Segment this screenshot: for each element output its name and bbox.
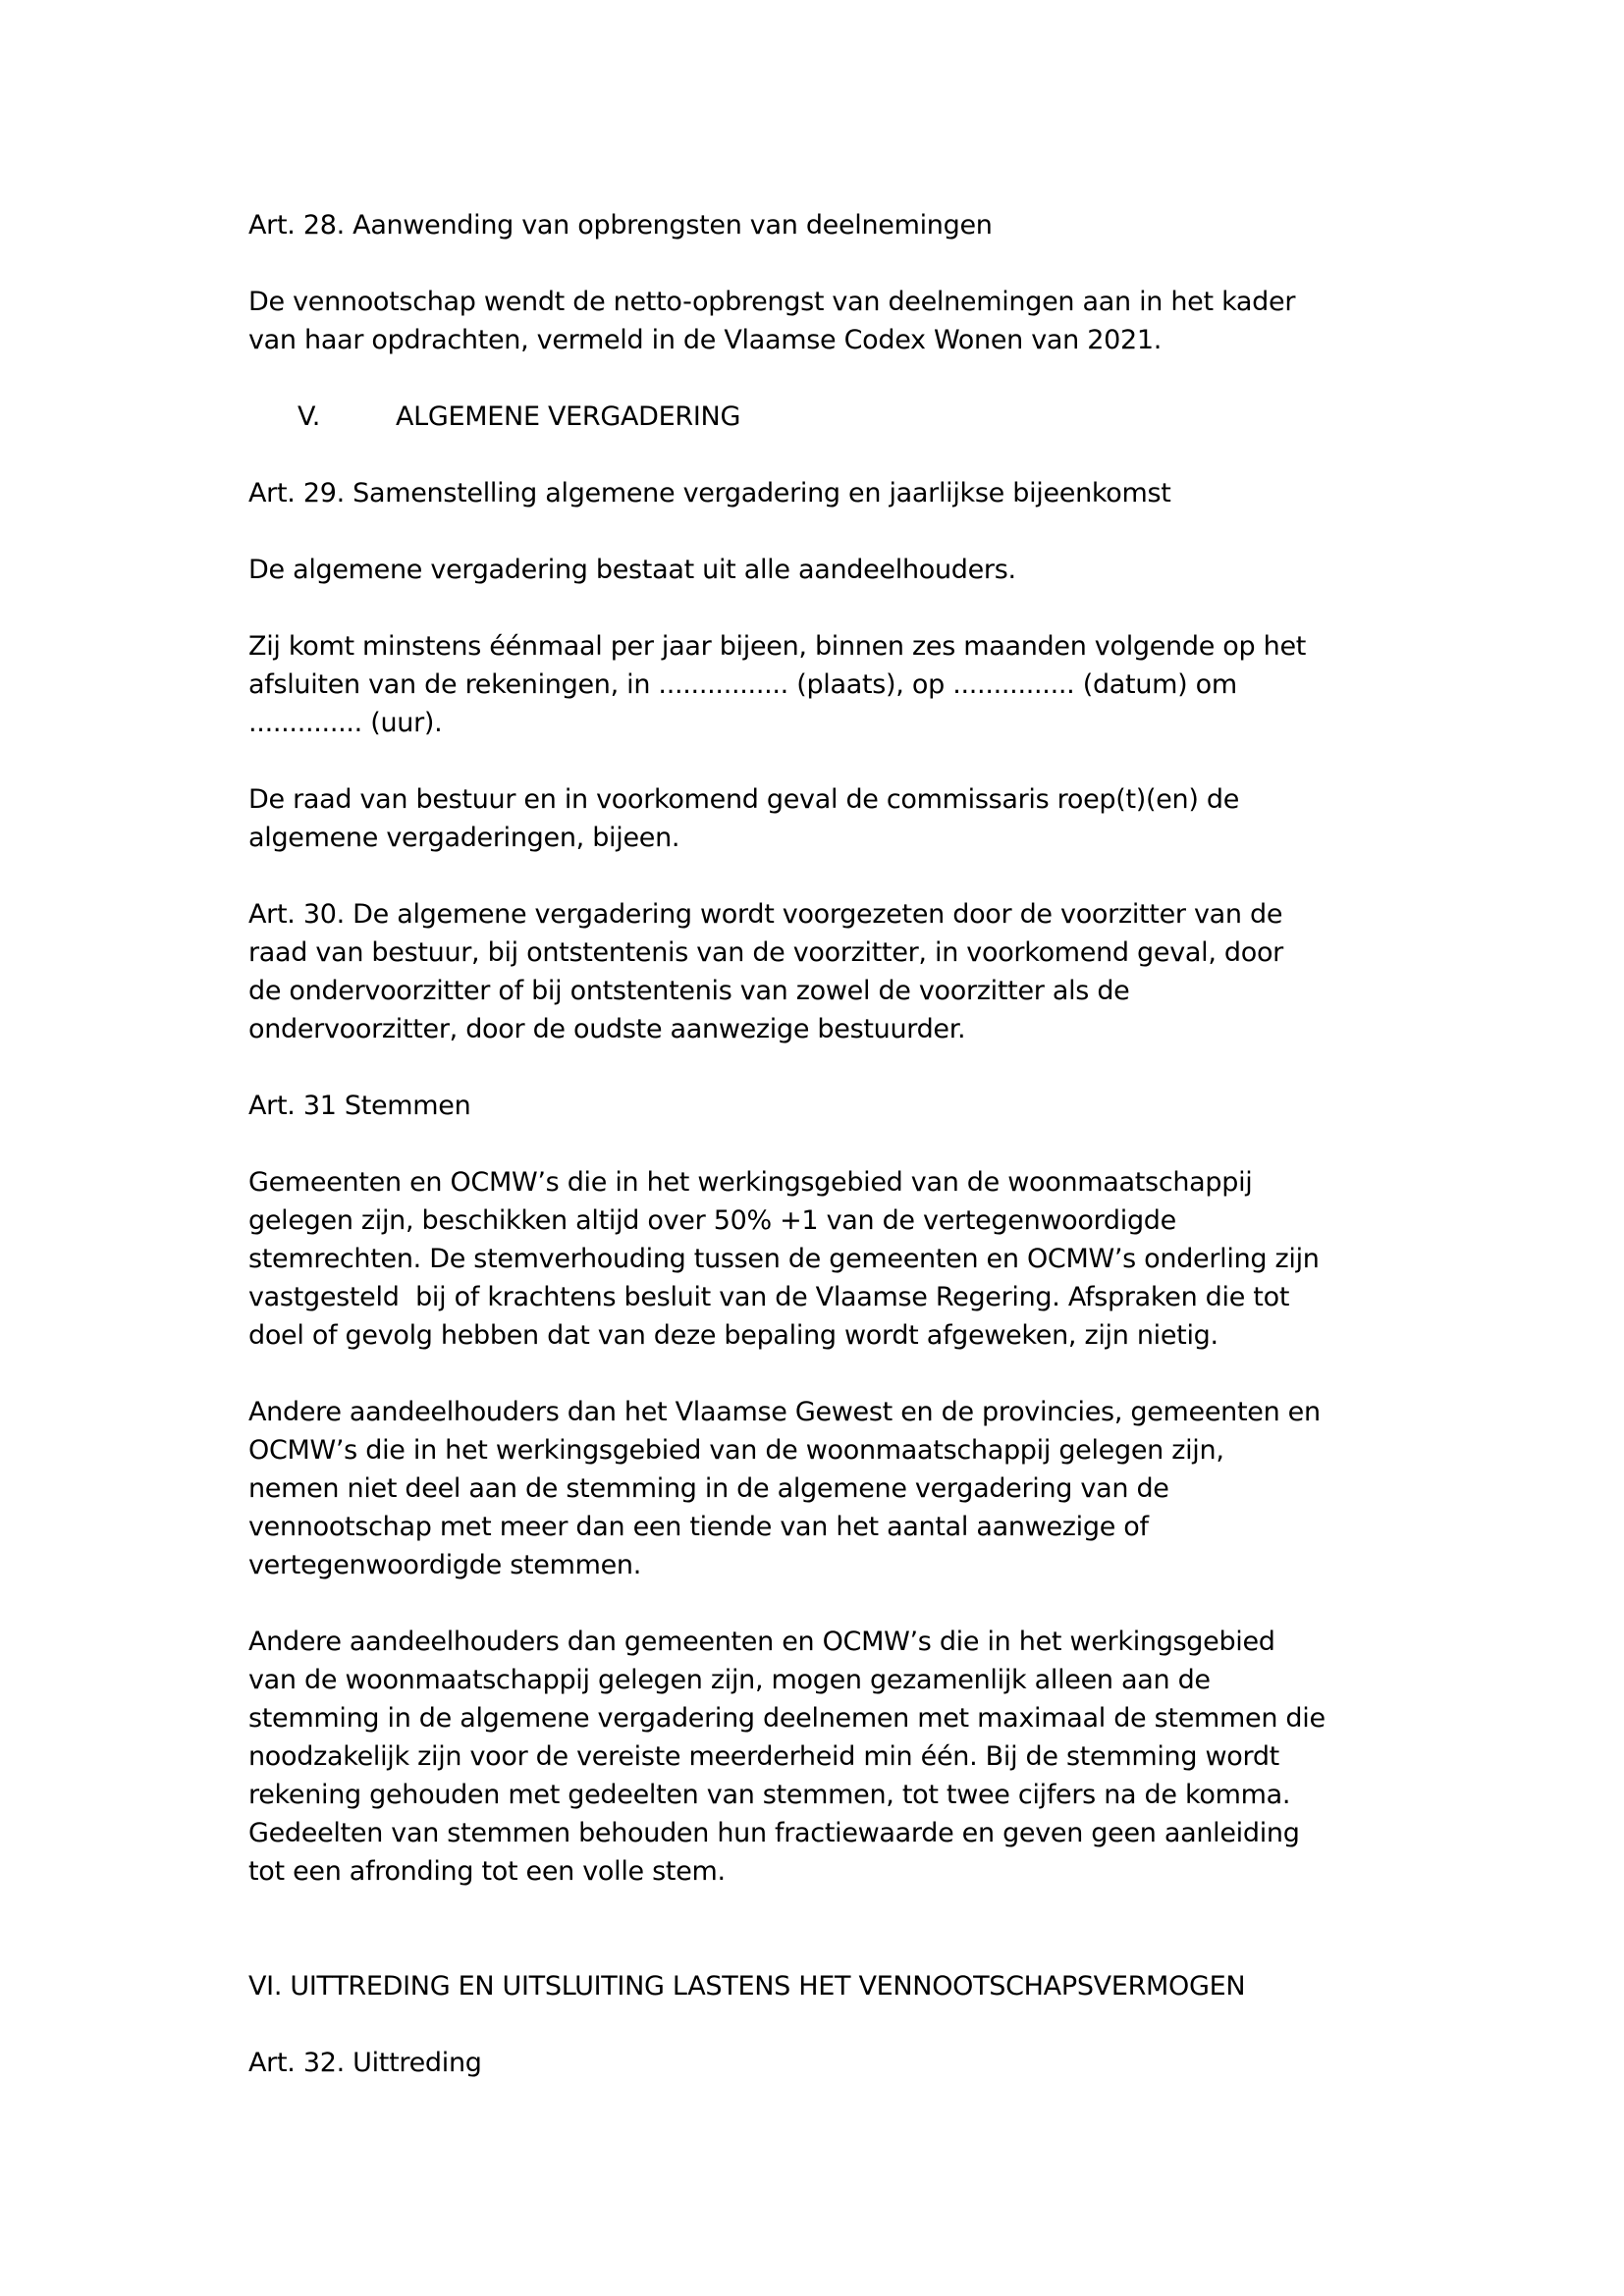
art31-heading bbox=[248, 1087, 1387, 1125]
text-line: De raad van bestuur en in voorkomend geval de commissaris roep(t)(en) de bbox=[248, 784, 1240, 815]
text-line: Art. 30. De algemene vergadering wordt voorgezeten door de voorzitter van de bbox=[248, 899, 1283, 930]
text-line: afsluiten van de rekeningen, in ................ (plaats), op ............... (datum) om bbox=[248, 669, 1237, 700]
heading-text: Art. 28. Aanwending van opbrengsten van deelnemingen bbox=[248, 210, 993, 240]
art29-paragraph-1 bbox=[248, 551, 1387, 589]
text-line: Andere aandeelhouders dan gemeenten en OCMW’s die in het werkingsgebied bbox=[248, 1627, 1275, 1657]
art29-paragraph-3 bbox=[248, 780, 1387, 857]
text-line: Andere aandeelhouders dan het Vlaamse Gewest en de provincies, gemeenten en bbox=[248, 1397, 1321, 1427]
text-line: vertegenwoordigde stemmen. bbox=[248, 1550, 641, 1580]
art32-heading bbox=[248, 2044, 1387, 2082]
text-line: noodzakelijk zijn voor de vereiste meerderheid min één. Bij de stemming wordt bbox=[248, 1741, 1279, 1772]
text-line: gelegen zijn, beschikken altijd over 50% +1 van de vertegenwoordigde bbox=[248, 1205, 1176, 1236]
text-line: raad van bestuur, bij ontstentenis van de voorzitter, in voorkomend geval, door bbox=[248, 937, 1283, 968]
heading-text: Art. 29. Samenstelling algemene vergadering en jaarlijkse bijeenkomst bbox=[248, 478, 1171, 508]
art28-body bbox=[248, 283, 1387, 359]
text-line: ondervoorzitter, door de oudste aanwezige bestuurder. bbox=[248, 1014, 966, 1044]
text-line: OCMW’s die in het werkingsgebied van de woonmaatschappij gelegen zijn, bbox=[248, 1435, 1224, 1466]
art31-paragraph-1 bbox=[248, 1163, 1387, 1355]
text-line: nemen niet deel aan de stemming in de algemene vergadering van de bbox=[248, 1473, 1169, 1504]
text-line: .............. (uur). bbox=[248, 708, 443, 738]
text-line: stemming in de algemene vergadering deelnemen met maximaal de stemmen die bbox=[248, 1703, 1326, 1734]
section-v-heading bbox=[248, 398, 1387, 436]
text-line: vennootschap met meer dan een tiende van het aantal aanwezige of bbox=[248, 1512, 1149, 1542]
section-title: ALGEMENE VERGADERING bbox=[396, 401, 741, 432]
heading-text: Art. 31 Stemmen bbox=[248, 1091, 471, 1121]
text-line: De vennootschap wendt de netto-opbrengst van deelnemingen aan in het kader bbox=[248, 287, 1296, 317]
text-line: stemrechten. De stemverhouding tussen de gemeenten en OCMW’s onderling zijn bbox=[248, 1244, 1320, 1274]
document-body bbox=[248, 206, 1387, 2120]
text-line: Gedeelten van stemmen behouden hun fractiewaarde en geven geen aanleiding bbox=[248, 1818, 1300, 1848]
text-line: Zij komt minstens éénmaal per jaar bijeen, binnen zes maanden volgende op het bbox=[248, 631, 1307, 662]
art28-heading bbox=[248, 206, 1387, 244]
section-vi-heading bbox=[248, 1967, 1387, 2005]
text-line: algemene vergaderingen, bijeen. bbox=[248, 823, 680, 853]
art31-paragraph-3 bbox=[248, 1623, 1387, 1891]
art29-heading bbox=[248, 474, 1387, 512]
art30-body bbox=[248, 895, 1387, 1048]
text-line: vastgesteld bij of krachtens besluit van de Vlaamse Regering. Afspraken die tot bbox=[248, 1282, 1290, 1312]
text-line: De algemene vergadering bestaat uit alle aandeelhouders. bbox=[248, 555, 1016, 585]
spacer bbox=[248, 1929, 1387, 1967]
text-line: van haar opdrachten, vermeld in de Vlaamse Codex Wonen van 2021. bbox=[248, 325, 1163, 355]
text-line: doel of gevolg hebben dat van deze bepaling wordt afgeweken, zijn nietig. bbox=[248, 1320, 1218, 1351]
text-line: tot een afronding tot een volle stem. bbox=[248, 1856, 726, 1887]
heading-text: Art. 32. Uittreding bbox=[248, 2048, 482, 2078]
section-number: V. bbox=[298, 401, 320, 432]
text-line: rekening gehouden met gedeelten van stemmen, tot twee cijfers na de komma. bbox=[248, 1780, 1291, 1810]
section-title: VI. UITTREDING EN UITSLUITING LASTENS HET VENNOOTSCHAPSVERMOGEN bbox=[248, 1971, 1246, 2002]
art29-paragraph-2 bbox=[248, 627, 1387, 742]
text-line: de ondervoorzitter of bij ontstentenis van zowel de voorzitter als de bbox=[248, 976, 1130, 1006]
text-line: van de woonmaatschappij gelegen zijn, mogen gezamenlijk alleen aan de bbox=[248, 1665, 1211, 1695]
art31-paragraph-2 bbox=[248, 1393, 1387, 1584]
text-line: Gemeenten en OCMW’s die in het werkingsgebied van de woonmaatschappij bbox=[248, 1167, 1253, 1198]
